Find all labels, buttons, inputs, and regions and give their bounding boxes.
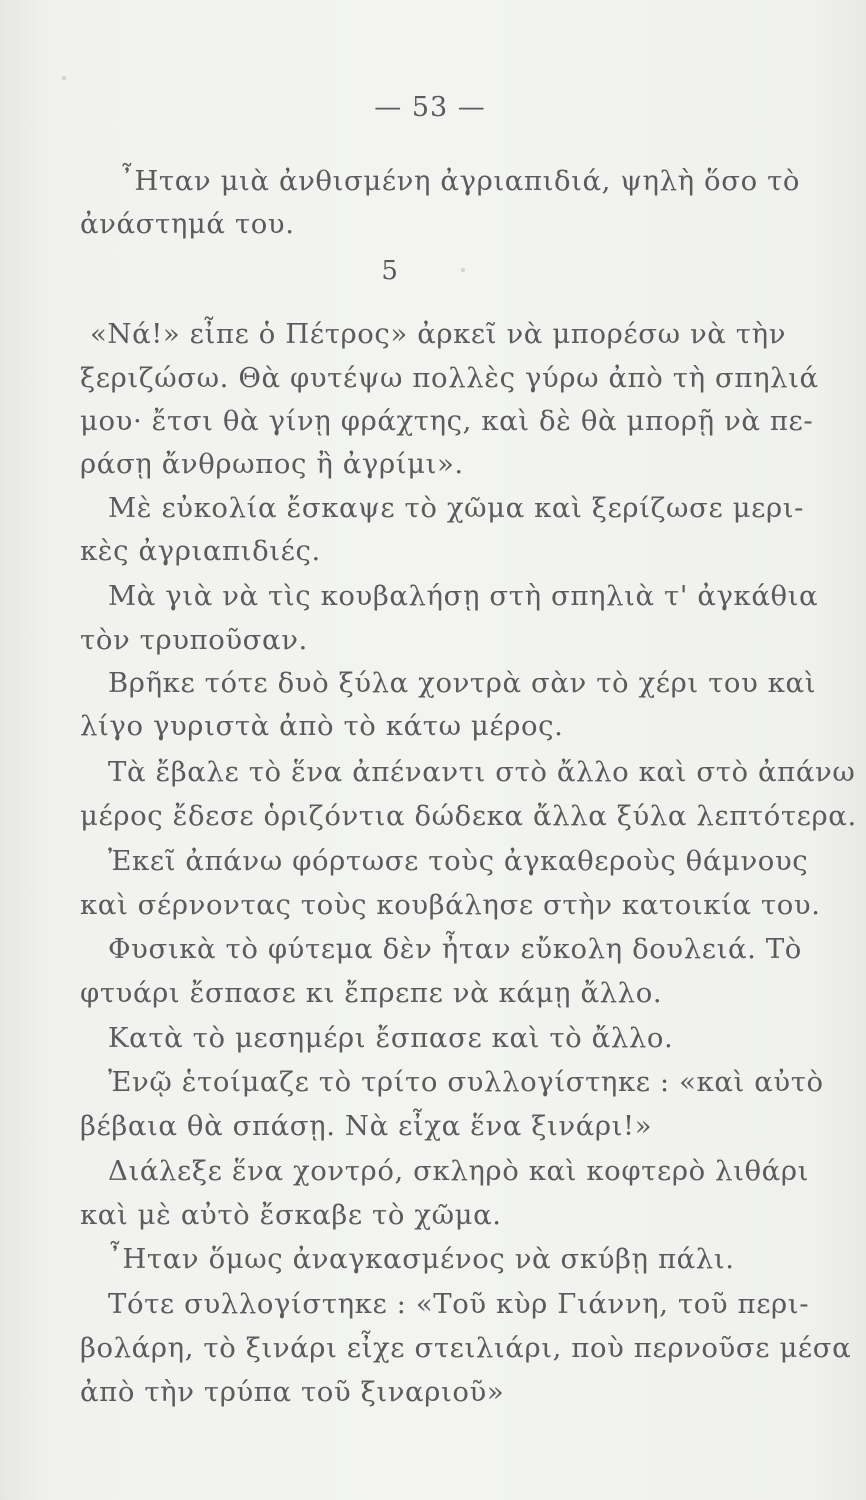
text-line: μέρος ἔδεσε ὁριζόντια δώδεκα ἄλλα ξύλα λεπτότερα. [80,800,857,832]
text-line: Μὲ εὐκολία ἔσκαψε τὸ χῶμα καὶ ξερίζωσε μερι- [108,492,804,524]
text-line: βολάρη, τὸ ξινάρι εἶχε στειλιάρι, ποὺ περνοῦσε μέσα [80,1332,852,1364]
text-line: βέβαια θὰ σπάσῃ. Νὰ εἶχα ἕνα ξινάρι!» [80,1110,653,1142]
text-line: μου· ἔτσι θὰ γίνῃ φράχτης, καὶ δὲ θὰ μπορῇ νὰ πε- [80,405,814,437]
text-line: λίγο γυριστὰ ἀπὸ τὸ κάτω μέρος. [80,710,564,742]
text-line: ἀπὸ τὴν τρύπα τοῦ ξιναριοῦ» [80,1376,505,1408]
text-line: Μὰ γιὰ νὰ τὶς κουβαλήσῃ στὴ σπηλιὰ τ' ἀγκάθια [108,580,819,612]
text-line: Βρῆκε τότε δυὸ ξύλα χοντρὰ σὰν τὸ χέρι του καὶ [108,667,817,699]
text-line: Τότε συλλογίστηκε : «Τοῦ κὺρ Γιάννη, τοῦ περι- [108,1288,810,1320]
page-number: — 53 — [374,92,486,123]
text-line: κὲς ἀγριαπιδιές. [80,535,321,567]
text-line: Κατὰ τὸ μεσημέρι ἔσπασε καὶ τὸ ἄλλο. [108,1022,674,1054]
text-line: φτυάρι ἔσπασε κι ἔπρεπε νὰ κάμῃ ἄλλο. [80,977,663,1009]
text-line: ῏Ηταν μιὰ ἀνθισμένη ἀγριαπιδιά, ψηλὴ ὅσο τὸ [120,165,801,197]
text-line: Φυσικὰ τὸ φύτεμα δὲν ἦταν εὔκολη δουλειά. Τὸ [108,933,802,965]
text-line: Ἐκεῖ ἀπάνω φόρτωσε τοὺς ἀγκαθεροὺς θάμνους [108,845,809,877]
text-line: ράσῃ ἄνθρωπος ἢ ἀγρίμι». [80,448,464,480]
paper-speck [62,76,66,80]
text-line: «Νά!» εἶπε ὁ Πέτρος» ἀρκεῖ νὰ μπορέσω νὰ τὴν [90,318,787,350]
text-line: ξεριζώσω. Θὰ φυτέψω πολλὲς γύρω ἀπὸ τὴ σπηλιά [80,362,819,394]
section-number: 5 [381,256,399,286]
text-line: Τὰ ἔβαλε τὸ ἕνα ἀπέναντι στὸ ἄλλο καὶ στὸ ἀπάνω [108,756,856,788]
text-line: Ἐνῷ ἑτοίμαζε τὸ τρίτο συλλογίστηκε : «καὶ αὐτὸ [108,1066,824,1098]
text-line: ῏Ηταν ὅμως ἀναγκασμένος νὰ σκύβῃ πάλι. [108,1243,735,1275]
text-line: τὸν τρυποῦσαν. [80,624,308,656]
text-line: Διάλεξε ἕνα χοντρό, σκληρὸ καὶ κοφτερὸ λιθάρι [108,1155,809,1187]
text-line: ἀνάστημά του. [80,208,295,240]
text-line: καὶ μὲ αὐτὸ ἔσκαβε τὸ χῶμα. [80,1199,502,1231]
paper-speck [461,268,465,272]
text-line: καὶ σέρνοντας τοὺς κουβάλησε στὴν κατοικία του. [80,889,821,921]
